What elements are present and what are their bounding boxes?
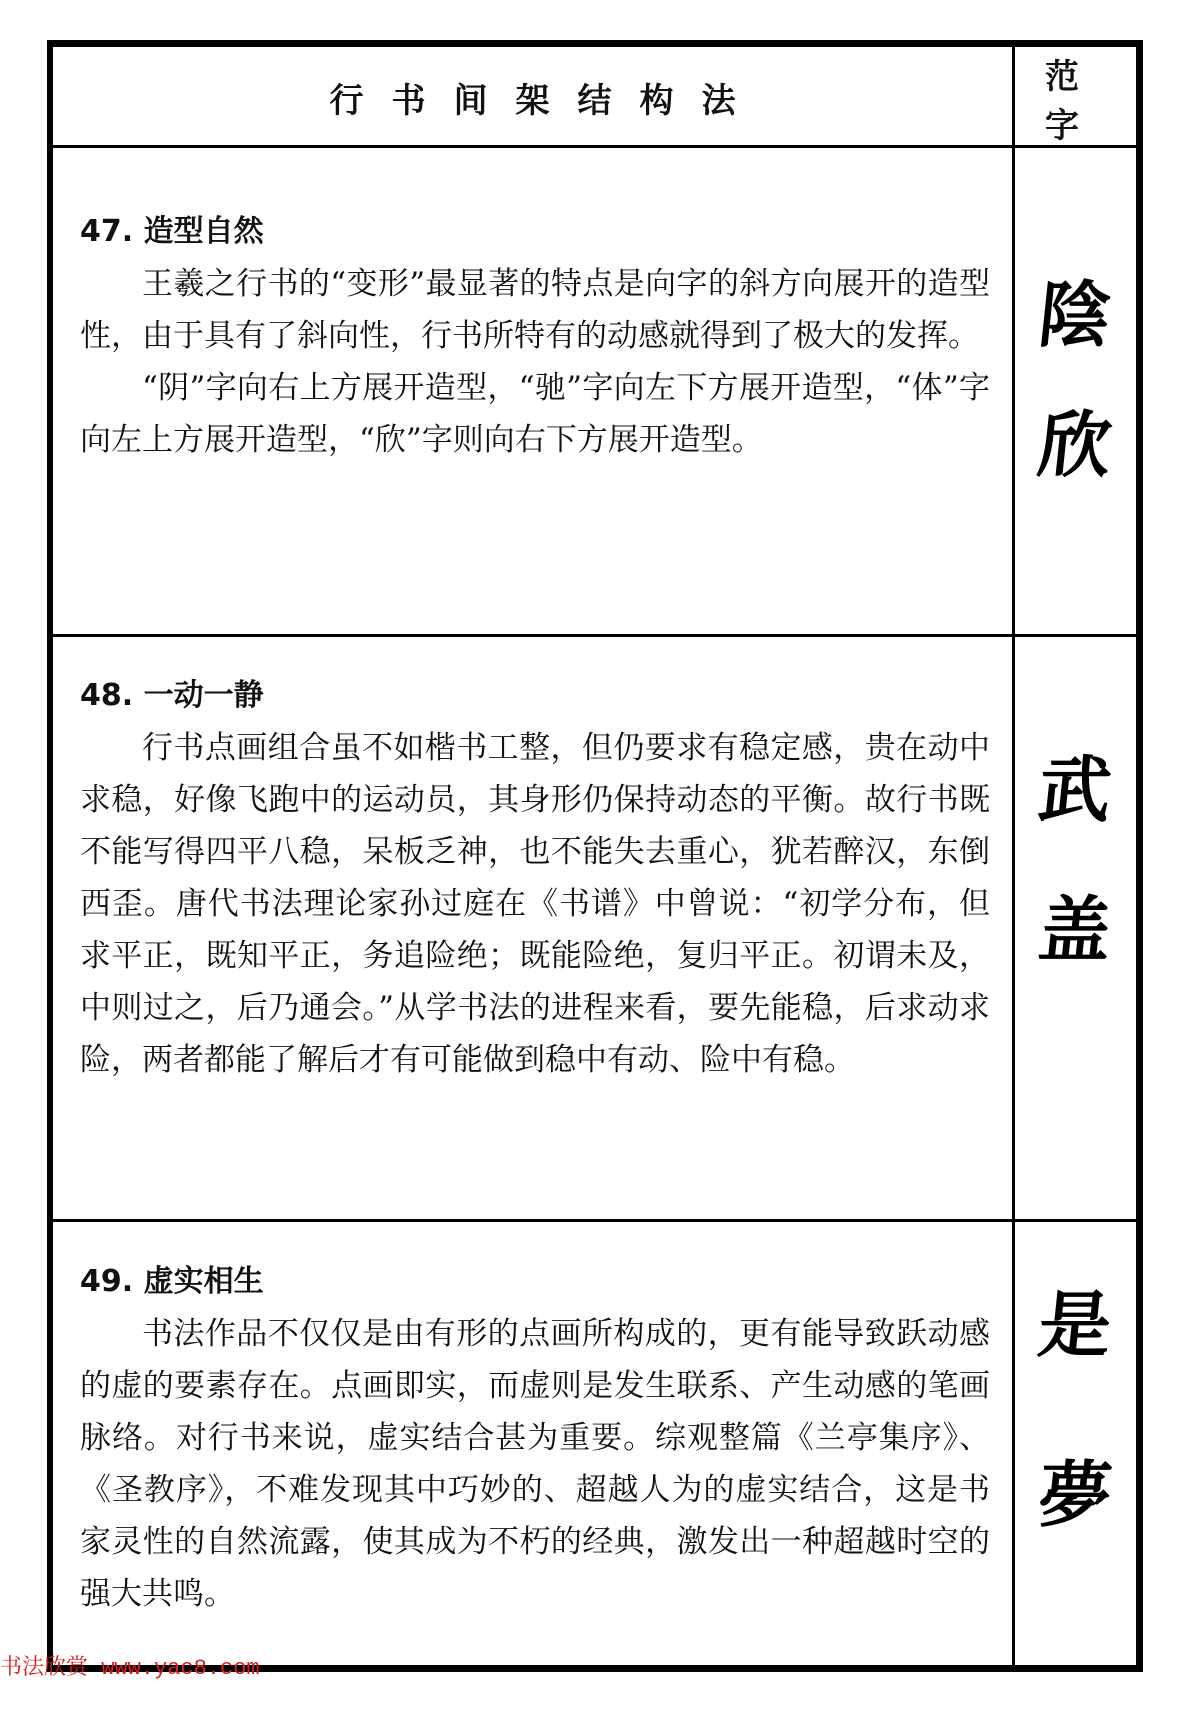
section-body	[80, 722, 990, 1086]
sample-column-title: 范字	[1045, 56, 1109, 146]
sample-char: 盖	[1035, 887, 1117, 972]
section-divider-1	[47, 634, 1143, 637]
section-heading: 47. 造型自然	[80, 214, 264, 249]
section-body	[80, 1308, 990, 1620]
section-heading: 48. 一动一静	[80, 678, 264, 713]
paragraph: “阴”字向右上方展开造型，“驰”字向左下方展开造型，“体”字向左上方展开造型，“欣”字则向右下方展开造型。	[80, 370, 990, 458]
sample-char: 武	[1035, 747, 1117, 832]
sample-chars-47	[1015, 270, 1136, 490]
sample-char: 欣	[1035, 402, 1117, 487]
sample-char: 陰	[1035, 272, 1117, 357]
section-48	[80, 676, 990, 1086]
section-47	[80, 212, 990, 466]
section-body	[80, 258, 990, 466]
section-49	[80, 1262, 990, 1620]
paragraph: 行书点画组合虽不如楷书工整，但仍要求有稳定感，贵在动中求稳，好像飞跑中的运动员，其身形仍保持动态的平衡。故行书既不能写得四平八稳，呆板乏神，也不能失去重心，犹若醉汉，东倒西歪。唐代书法理论家孙过庭在《书谱》中曾说：“初学分布，但求平正，既知平正，务追险绝；既能险绝，复归平正。初谓未及，中则过之，后乃通会。”从学书法的进程来看，要先能稳，后求动求险，两者都能了解后才有可能做到稳中有动、险中有稳。	[80, 730, 990, 1078]
page-title: 行书间架结构法	[329, 81, 764, 121]
paragraph: 王羲之行书的“变形”最显著的特点是向字的斜方向展开的造型性，由于具有了斜向性，行书所特有的动感就得到了极大的发挥。	[80, 266, 990, 354]
paragraph: 书法作品不仅仅是由有形的点画所构成的，更有能导致跃动感的虚的要素存在。点画即实，而虚则是发生联系、产生动感的笔画脉络。对行书来说，虚实结合甚为重要。综观整篇《兰亭集序》、《圣教序》，不难发现其中巧妙的、超越人为的虚实结合，这是书家灵性的自然流露，使其成为不朽的经典，激发出一种超越时空的强大共鸣。	[80, 1316, 990, 1612]
section-divider-2	[47, 1219, 1143, 1222]
sample-char: 是	[1035, 1282, 1117, 1367]
section-heading: 49. 虚实相生	[80, 1264, 264, 1299]
sample-chars-48	[1015, 745, 1136, 975]
watermark: 书法欣赏 www.yac8.com	[0, 1656, 260, 1681]
sample-char: 夢	[1035, 1452, 1117, 1537]
sample-chars-49	[1015, 1280, 1136, 1540]
